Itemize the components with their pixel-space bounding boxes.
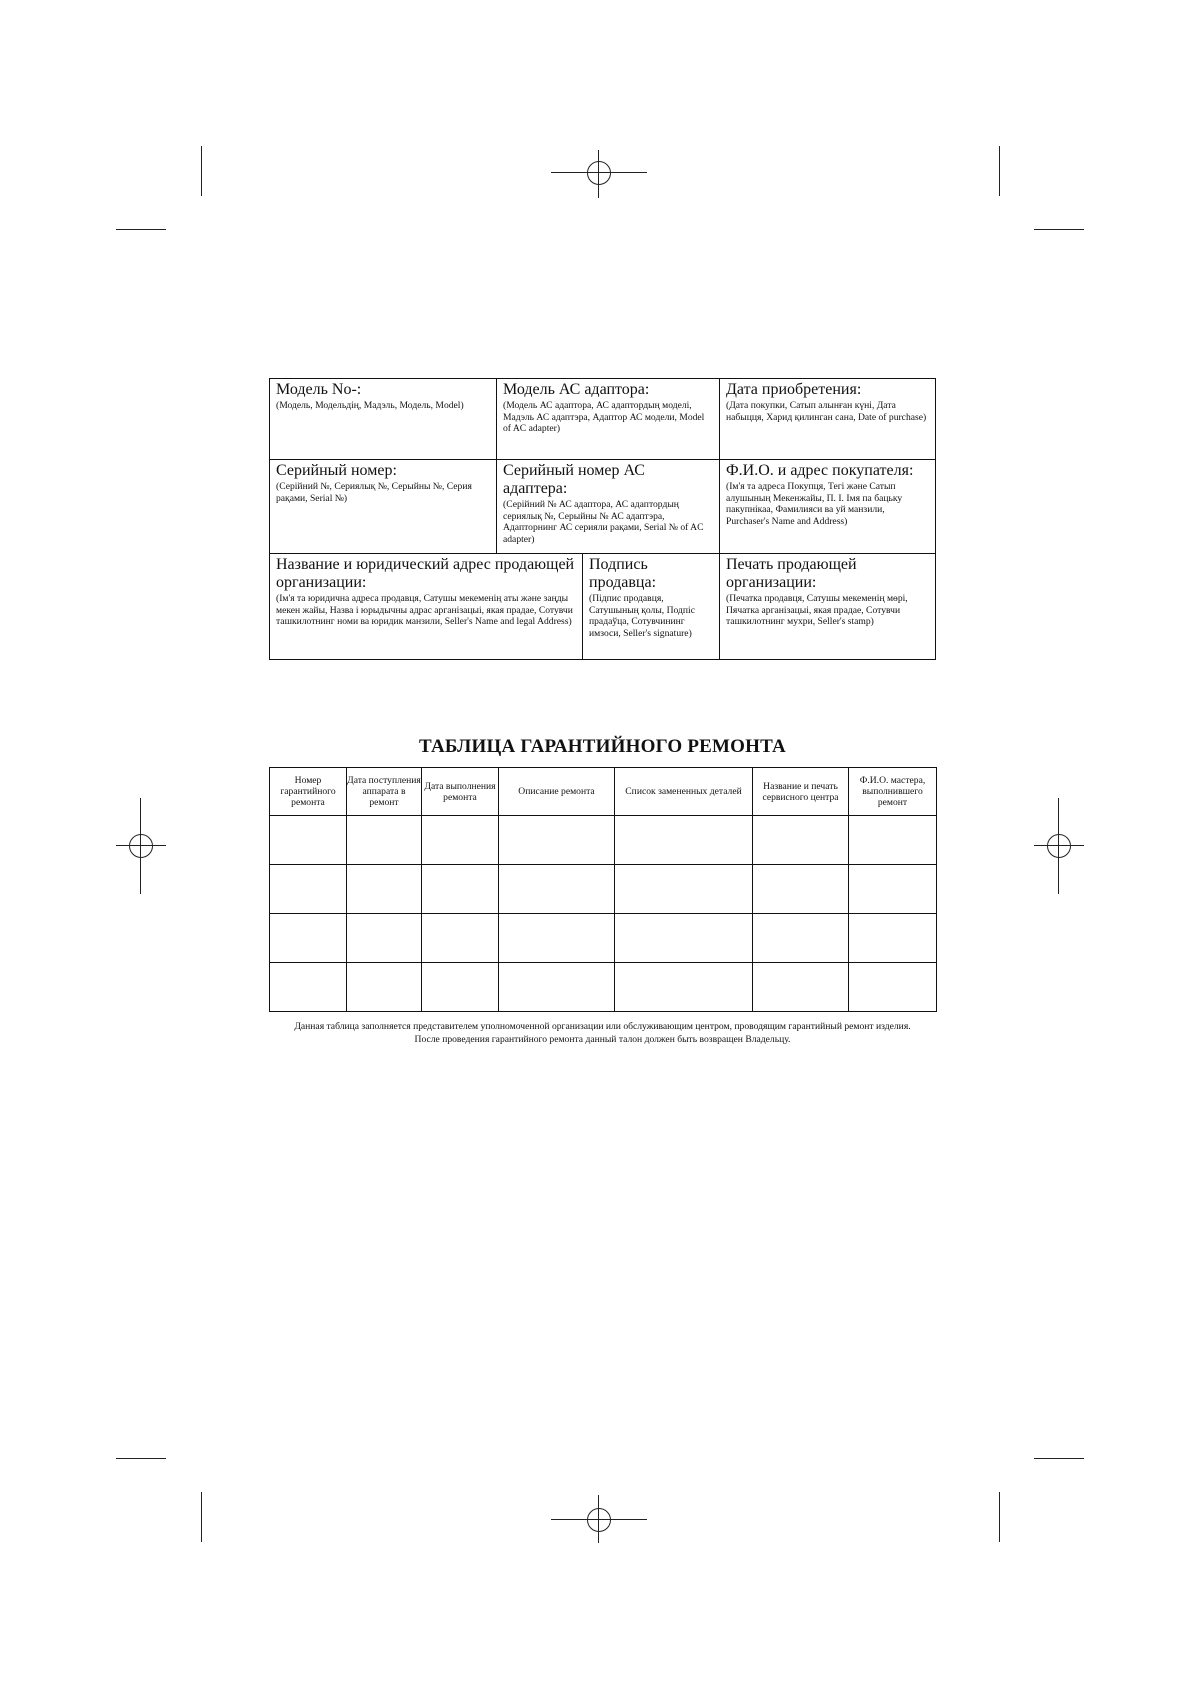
repair-table-header [270,768,937,816]
footnote-line-1: Данная таблица заполняется представителем уполномоченной организации или обслуживающим центром, проводящим гарантийный ремонт изделия. [294,1021,911,1032]
table-cell[interactable] [849,865,937,914]
table-cell[interactable] [347,963,422,1012]
column-header-repair-number: Номер гарантийного ремонта [270,768,347,816]
table-cell[interactable] [347,914,422,963]
table-cell[interactable] [270,816,347,865]
table-row [270,865,937,914]
seller-signature-field[interactable] [583,554,719,659]
table-cell[interactable] [615,816,753,865]
repair-table [269,767,937,1012]
seller-organization-label: Название и юридический адрес продающей организации: [276,556,575,591]
table-cell[interactable] [422,963,499,1012]
table-cell[interactable] [499,963,615,1012]
table-cell[interactable] [347,816,422,865]
table-cell[interactable] [499,914,615,963]
adapter-serial-label: Серийный номер АС адаптера: [503,462,645,497]
crop-mark [999,1492,1000,1542]
table-cell[interactable] [615,865,753,914]
buyer-field[interactable] [720,460,935,553]
model-number-hint: (Модель, Модельдің, Мадэль, Модель, Model) [276,400,464,411]
model-number-field[interactable] [270,379,496,459]
adapter-model-hint: (Модель АС адаптора, АС адаптордың моделі, Мадэль АС адаптэра, Адаптор АС модели, Model of AC adapter) [503,400,705,434]
buyer-label: Ф.И.О. и адрес покупателя: [726,462,914,479]
table-cell[interactable] [753,963,849,1012]
table-cell[interactable] [753,914,849,963]
seller-organization-hint: (Ім'я та юридична адреса продавця, Сатушы мекеменің аты және заңды мекен жайы, Назва і юрыдычны адрас арганізацыі, якая прадае, Сотувчи ташкилотнинг номи ва юридик манзили, Seller's Name and legal Address) [276,593,573,627]
table-cell[interactable] [615,914,753,963]
serial-number-field[interactable] [270,460,496,553]
purchase-date-hint: (Дата покупки, Сатып алынған күні, Дата набыцця, Харид қилинган сана, Date of purchase) [726,400,927,423]
serial-number-label: Серийный номер: [276,462,397,479]
purchase-date-field[interactable] [720,379,935,459]
repair-table-title: ТАБЛИЦА ГАРАНТИЙНОГО РЕМОНТА [419,736,786,757]
seller-signature-label: Подпись продавца: [589,556,657,591]
table-cell[interactable] [499,865,615,914]
table-row [270,963,937,1012]
column-header-repair-description: Описание ремонта [499,768,615,816]
warranty-info-form [269,378,936,660]
column-header-completed-date: Дата выполнения ремонта [422,768,499,816]
table-cell[interactable] [422,914,499,963]
table-cell[interactable] [270,963,347,1012]
crop-mark [116,1458,166,1459]
column-header-technician: Ф.И.О. мастера, выполнившего ремонт [849,768,937,816]
table-row [270,816,937,865]
seller-signature-hint: (Підпис продавця, Сатушының қолы, Подпіс прадаўца, Сотувчининг имзоси, Seller's signature) [589,593,695,639]
seller-stamp-label: Печать продающей организации: [726,556,857,591]
purchase-date-label: Дата приобретения: [726,381,862,398]
seller-stamp-field[interactable] [720,554,935,659]
column-header-received-date: Дата поступления аппарата в ремонт [347,768,422,816]
table-cell[interactable] [422,865,499,914]
table-cell[interactable] [270,914,347,963]
table-cell[interactable] [849,914,937,963]
model-number-label: Модель No-: [276,381,362,398]
crop-mark [201,146,202,196]
crop-mark [201,1492,202,1542]
adapter-serial-field[interactable] [497,460,719,553]
crop-mark [116,229,166,230]
footnote [240,1021,965,1046]
table-cell[interactable] [849,816,937,865]
seller-organization-field[interactable] [270,554,582,659]
adapter-model-label: Модель АС адаптора: [503,381,650,398]
table-cell[interactable] [849,963,937,1012]
crop-mark [999,146,1000,196]
serial-number-hint: (Серійний №, Сериялық №, Серыйны №, Серия рақами, Serial №) [276,481,472,504]
table-cell[interactable] [753,816,849,865]
adapter-model-field[interactable] [497,379,719,459]
footnote-line-2: После проведения гарантийного ремонта данный талон должен быть возвращен Владельцу. [414,1033,791,1045]
crop-mark [1034,229,1084,230]
table-cell[interactable] [270,865,347,914]
buyer-hint: (Ім'я та адреса Покупця, Тегі және Сатып алушының Мекенжайы, П. І. Імя па бацьку пакупнікаа, Фамилияси ва уй манзили, Purchaser's Name and Address) [726,481,903,527]
adapter-serial-hint: (Серійний № АС адаптора, АС адаптордың сериялық №, Серыйны № АС адаптэра, Адапторнинг АС серияли рақами, Serial № of AC adapter) [503,499,704,545]
table-cell[interactable] [615,963,753,1012]
table-cell[interactable] [753,865,849,914]
crop-mark [1034,1458,1084,1459]
seller-stamp-hint: (Печатка продавця, Сатушы мекеменің мөрі, Пячатка арганізацыі, якая прадае, Сотувчи ташкилотнинг мухри, Seller's stamp) [726,593,908,627]
table-cell[interactable] [499,816,615,865]
table-row [270,914,937,963]
column-header-replaced-parts: Список замененных деталей [615,768,753,816]
column-header-service-center: Название и печать сервисного центра [753,768,849,816]
table-cell[interactable] [347,865,422,914]
table-cell[interactable] [422,816,499,865]
